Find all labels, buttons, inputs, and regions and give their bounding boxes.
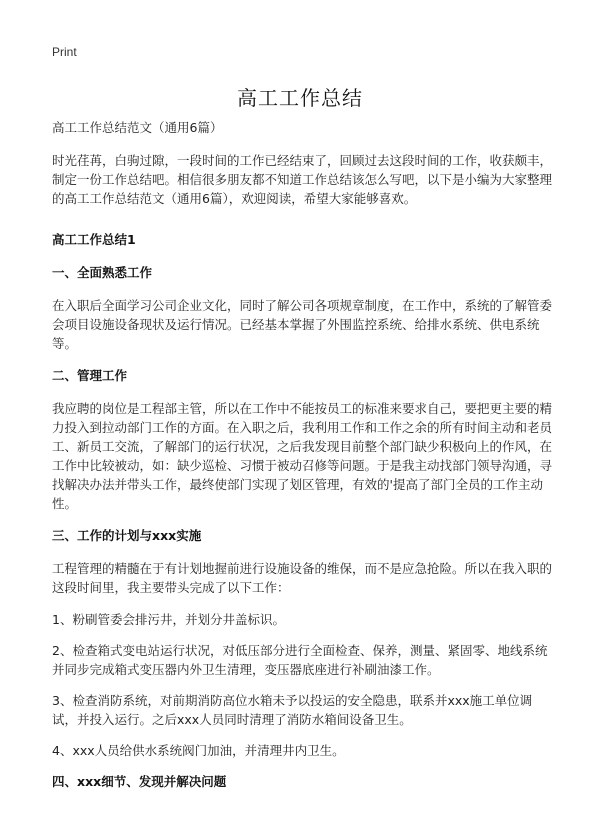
section-paragraph-3: 工程管理的精髓在于有计划地握前进行设施设备的维保，而不是应急抢险。所以在我入职的这段时间里，我主要带头完成了以下工作： xyxy=(52,561,553,595)
page-title: 高工工作总结 xyxy=(237,86,363,110)
section-heading-1: 一、全面熟悉工作 xyxy=(52,265,153,280)
print-link[interactable]: Print xyxy=(52,45,77,59)
intro-paragraph: 时光荏苒，白驹过隙，一段时间的工作已经结束了，回顾过去这段时间的工作，收获颇丰，制定一份工作总结吧。相信很多朋友都不知道工作总结该怎么写吧，以下是小编为大家整理的高工工作总结范文（通用6篇），欢迎阅读，希望大家能够喜欢。 xyxy=(52,153,553,206)
list-item: 4、xxx人员给供水系统阀门加油，并清理井内卫生。 xyxy=(52,743,345,758)
section-paragraph-2: 我应聘的岗位是工程部主管，所以在工作中不能按员工的标准来要求自己，要把更主要的精力投入到拉动部门工作的方面。在入职之后，我利用工作和工作之余的所有时间主动和老员工、新员工交流，了解部门的运行状况，之后我发现目前整个部门缺少积极向上的作风，在工作中比较被动，如：缺少巡检、习惯于被动召修等问题。于是我主动找部门领导沟通，寻找解决办法并带头工作，最终使部门实现了划区管理，有效的'提高了部门全员的工作主动性。 xyxy=(52,401,553,511)
section-heading-3: 三、工作的计划与xxx实施 xyxy=(52,528,202,543)
section-heading-2: 二、管理工作 xyxy=(52,368,128,383)
list-item: 3、检查消防系统，对前期消防高位水箱未予以投运的安全隐患，联系并xxx施工单位调试，并投入运行。之后xxx人员同时清理了消防水箱间设备卫生。 xyxy=(52,693,533,727)
section-heading-4: 四、xxx细节、发现并解决问题 xyxy=(52,774,227,789)
list-item: 2、检查箱式变电站运行状况，对低压部分进行全面检查、保养，测量、紧固零、地线系统并同步完成箱式变压器内外卫生清理，变压器底座进行补刷油漆工作。 xyxy=(52,643,548,677)
document-subtitle: 高工工作总结范文（通用6篇） xyxy=(52,120,223,135)
document-body xyxy=(52,118,552,805)
list-item: 1、粉刷管委会排污井，并划分井盖标识。 xyxy=(52,612,285,627)
section-paragraph-1: 在入职后全面学习公司企业文化，同时了解公司各项规章制度，在工作中，系统的了解管委会项目设施设备现状及运行情况。已经基本掌握了外围监控系统、给排水系统、供电系统等。 xyxy=(52,298,553,351)
article-heading: 高工工作总结1 xyxy=(52,232,136,247)
